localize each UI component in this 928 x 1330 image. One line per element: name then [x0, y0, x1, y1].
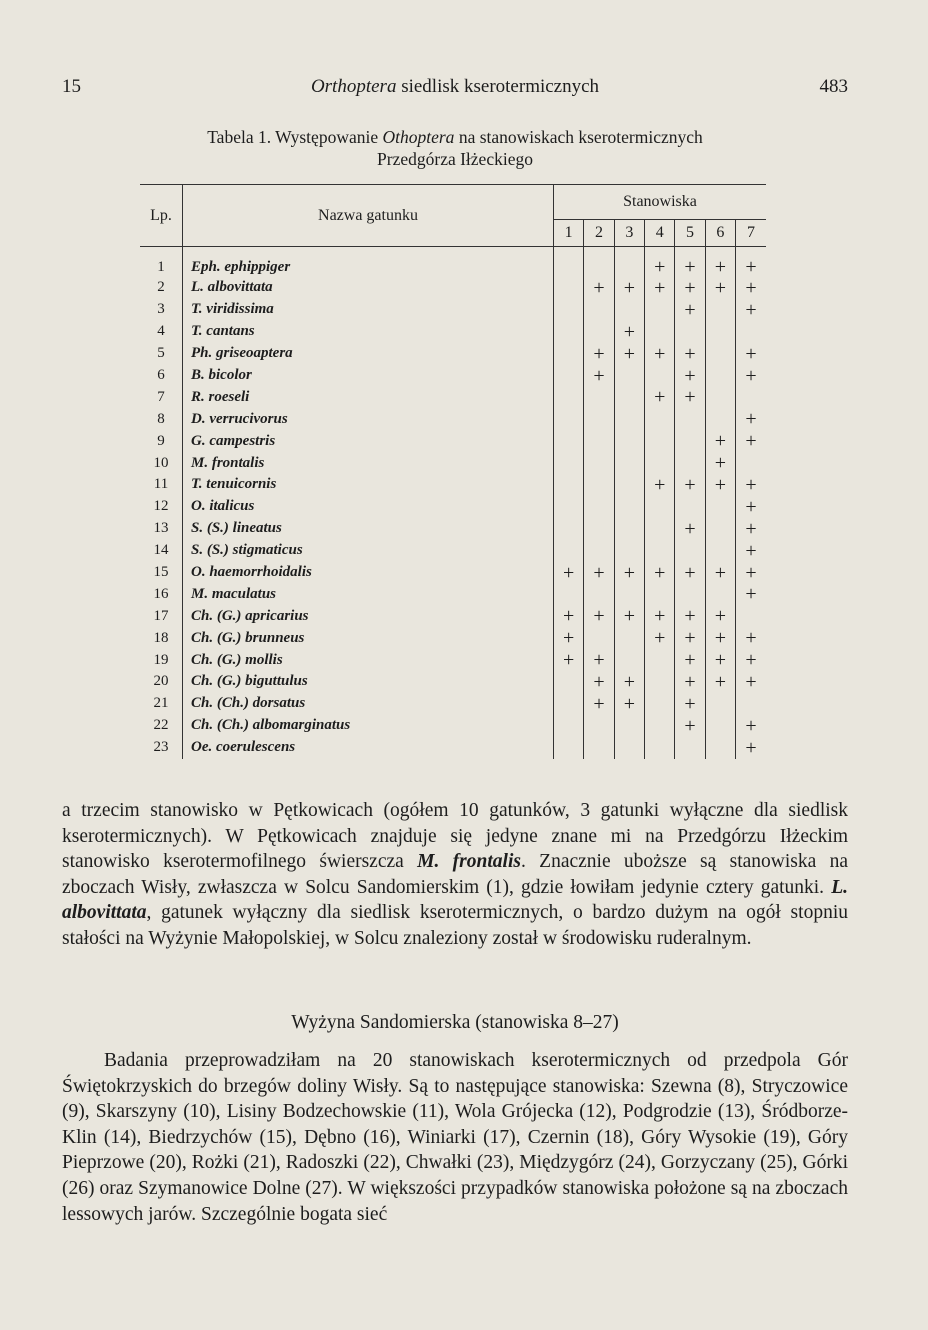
- presence-cell-site-7: +: [736, 343, 766, 365]
- caption-italic: Othoptera: [382, 127, 455, 147]
- presence-cell-site-3: [614, 365, 644, 387]
- page-number-left: 15: [62, 76, 81, 97]
- presence-cell-site-3: +: [614, 343, 644, 365]
- presence-cell-site-7: +: [736, 562, 766, 584]
- running-title-italic: Orthoptera: [310, 76, 397, 97]
- presence-cell-site-3: +: [614, 277, 644, 299]
- presence-cell-site-3: [614, 474, 644, 496]
- presence-cell-site-2: +: [584, 343, 614, 365]
- row-species-name: Oe. coerulescens: [183, 737, 554, 759]
- presence-cell-site-3: +: [614, 671, 644, 693]
- presence-cell-site-7: +: [736, 277, 766, 299]
- presence-cell-site-2: +: [584, 365, 614, 387]
- table-row: [140, 627, 766, 649]
- presence-cell-site-1: +: [563, 649, 575, 672]
- presence-cell-site-5: +: [675, 562, 705, 584]
- p1-text-c: , gatunek wyłączny dla siedlisk kserotermicznych, o bardzo dużym na ogół stopniu stałości na Wyżynie Małopolskiej, w Solcu znaleziony został w środowisku ruderalnym.: [62, 902, 848, 949]
- row-species-name: Eph. ephippiger: [183, 247, 554, 278]
- row-lp: 2: [140, 277, 183, 299]
- presence-cell-site-5: [675, 430, 705, 452]
- presence-cell-site-6: [705, 386, 735, 408]
- presence-cell-site-4: +: [645, 627, 675, 649]
- running-title: [62, 76, 848, 98]
- presence-cell-site-1: [554, 386, 584, 408]
- presence-cell-site-5: +: [675, 474, 705, 496]
- presence-cell-site-6: [705, 408, 735, 430]
- presence-cell-site-6: [705, 518, 735, 540]
- row-species-name: T. tenuicornis: [183, 474, 554, 496]
- presence-cell-site-6: [705, 343, 735, 365]
- table-row: [140, 737, 766, 759]
- presence-cell-site-3: [614, 649, 644, 671]
- presence-cell-site-2: [584, 247, 614, 278]
- presence-cell-site-7: +: [736, 518, 766, 540]
- row-species-name: O. italicus: [183, 496, 554, 518]
- presence-cell-site-6: +: [705, 649, 735, 671]
- presence-cell-site-6: [705, 540, 735, 562]
- presence-cell-site-6: [705, 737, 735, 759]
- row-species-name: B. bicolor: [183, 365, 554, 387]
- row-lp: 19: [140, 649, 183, 671]
- header-site-5: 5: [675, 220, 705, 247]
- row-species-name: G. campestris: [183, 430, 554, 452]
- presence-cell-site-6: +: [705, 671, 735, 693]
- presence-cell-site-4: [645, 321, 675, 343]
- presence-cell-site-2: [584, 321, 614, 343]
- presence-cell-site-5: +: [675, 277, 705, 299]
- presence-cell-site-1: [554, 247, 584, 278]
- row-species-name: M. maculatus: [183, 583, 554, 605]
- row-species-name: Ch. (G.) apricarius: [183, 605, 554, 627]
- presence-cell-site-7: [736, 452, 766, 474]
- presence-cell-site-1: [554, 583, 584, 605]
- presence-cell-site-6: +: [705, 277, 735, 299]
- row-lp: 7: [140, 386, 183, 408]
- header-name: Nazwa gatunku: [183, 185, 554, 247]
- row-lp: 4: [140, 321, 183, 343]
- row-species-name: Ph. griseoaptera: [183, 343, 554, 365]
- row-lp: 11: [140, 474, 183, 496]
- presence-cell-site-1: +: [563, 627, 575, 650]
- caption-line-2: Przedgórza Iłżeckiego: [377, 149, 533, 169]
- presence-cell-site-1: [554, 452, 584, 474]
- presence-cell-site-6: [705, 496, 735, 518]
- presence-cell-site-4: +: [645, 343, 675, 365]
- presence-cell-site-1: +: [563, 605, 575, 628]
- row-lp: 20: [140, 671, 183, 693]
- presence-cell-site-1: [554, 299, 584, 321]
- running-title-rest: siedlisk kserotermicznych: [396, 76, 600, 97]
- presence-cell-site-5: +: [675, 299, 705, 321]
- presence-cell-site-3: [614, 627, 644, 649]
- presence-cell-site-7: +: [736, 715, 766, 737]
- presence-cell-site-3: [614, 518, 644, 540]
- presence-cell-site-7: +: [736, 247, 766, 278]
- presence-cell-site-1: [554, 474, 584, 496]
- presence-cell-site-4: [645, 737, 675, 759]
- presence-cell-site-3: [614, 247, 644, 278]
- presence-cell-site-6: [705, 321, 735, 343]
- presence-cell-site-4: [645, 583, 675, 605]
- row-lp: 10: [140, 452, 183, 474]
- presence-cell-site-2: +: [584, 605, 614, 627]
- presence-cell-site-4: [645, 540, 675, 562]
- table-row: [140, 496, 766, 518]
- presence-cell-site-4: +: [645, 562, 675, 584]
- presence-cell-site-5: +: [675, 365, 705, 387]
- presence-cell-site-1: [554, 671, 584, 693]
- p1-text-b: . Znacznie uboższe są stanowiska na zboczach Wisły, zwłaszcza w Solcu Sandomierskim (1), gdzie łowiłam jedynie cztery gatunki.: [62, 851, 849, 898]
- presence-cell-site-5: +: [675, 715, 705, 737]
- row-species-name: Ch. (G.) brunneus: [183, 627, 554, 649]
- presence-cell-site-2: [584, 496, 614, 518]
- header-site-2: 2: [584, 220, 614, 247]
- row-lp: 9: [140, 430, 183, 452]
- row-species-name: Ch. (Ch.) dorsatus: [183, 693, 554, 715]
- presence-cell-site-1: [554, 408, 584, 430]
- presence-cell-site-3: [614, 496, 644, 518]
- table-row: [140, 693, 766, 715]
- table-row: [140, 299, 766, 321]
- presence-cell-site-5: +: [675, 247, 705, 278]
- row-species-name: T. viridissima: [183, 299, 554, 321]
- presence-cell-site-2: +: [584, 649, 614, 671]
- presence-cell-site-4: +: [645, 247, 675, 278]
- header-lp: Lp.: [140, 185, 183, 247]
- section-heading: Wyżyna Sandomierska (stanowiska 8–27): [291, 1012, 619, 1033]
- presence-cell-site-1: +: [563, 561, 575, 584]
- presence-cell-site-2: [584, 540, 614, 562]
- presence-cell-site-2: +: [584, 671, 614, 693]
- presence-cell-site-6: +: [705, 452, 735, 474]
- row-lp: 1: [140, 247, 183, 278]
- presence-cell-site-6: +: [705, 605, 735, 627]
- row-species-name: R. roeseli: [183, 386, 554, 408]
- table-row: [140, 365, 766, 387]
- presence-cell-site-5: +: [675, 518, 705, 540]
- table-row: [140, 408, 766, 430]
- table-row: [140, 715, 766, 737]
- row-species-name: L. albovittata: [183, 277, 554, 299]
- presence-cell-site-6: [705, 299, 735, 321]
- presence-cell-site-5: [675, 583, 705, 605]
- presence-cell-site-5: +: [675, 671, 705, 693]
- presence-cell-site-5: [675, 737, 705, 759]
- row-lp: 21: [140, 693, 183, 715]
- presence-cell-site-4: [645, 408, 675, 430]
- paragraph-2: Badania przeprowadziłam na 20 stanowiskach kserotermicznych od przedpola Gór Świętokrzyskich do brzegów doliny Wisły. Są to następujące stanowiska: Szewna (8), Stryczowice (9), Skarszyny (10), Lisiny Bodzechowskie (11), Wola Grójecka (12), Podgrodzie (13), Śródborze-Klin (14), Biedrzychów (15), Dębno (16), Winiarki (17), Czernin (18), Góry Wysokie (19), Góry Pieprzowe (20), Rożki (21), Radoszki (22), Chwałki (23), Międzygórz (24), Gorzyczany (25), Górki (26) oraz Szymanowice Dolne (27). W większości przypadków stanowiska położone są na zboczach lessowych jarów. Szczególnie bogata sieć: [62, 1050, 848, 1225]
- presence-cell-site-7: +: [736, 649, 766, 671]
- row-lp: 22: [140, 715, 183, 737]
- presence-cell-site-4: [645, 518, 675, 540]
- presence-cell-site-7: +: [736, 737, 766, 759]
- presence-cell-site-2: +: [584, 562, 614, 584]
- row-species-name: Ch. (G.) biguttulus: [183, 671, 554, 693]
- presence-cell-site-7: [736, 693, 766, 715]
- row-species-name: M. frontalis: [183, 452, 554, 474]
- presence-cell-site-7: +: [736, 496, 766, 518]
- presence-cell-site-3: [614, 452, 644, 474]
- presence-cell-site-2: +: [584, 277, 614, 299]
- table-row: [140, 386, 766, 408]
- presence-cell-site-5: +: [675, 605, 705, 627]
- presence-cell-site-3: +: [614, 605, 644, 627]
- presence-cell-site-5: +: [675, 627, 705, 649]
- table-row: [140, 430, 766, 452]
- table-caption: [62, 126, 848, 170]
- p1-species-1: M. frontalis: [417, 851, 521, 873]
- presence-cell-site-6: [705, 715, 735, 737]
- presence-cell-site-3: [614, 583, 644, 605]
- presence-cell-site-2: [584, 583, 614, 605]
- header-site-7: 7: [736, 220, 766, 247]
- presence-cell-site-7: +: [736, 627, 766, 649]
- presence-cell-site-7: +: [736, 540, 766, 562]
- table-row: [140, 518, 766, 540]
- row-lp: 18: [140, 627, 183, 649]
- presence-cell-site-1: [554, 540, 584, 562]
- presence-cell-site-3: [614, 386, 644, 408]
- presence-cell-site-4: +: [645, 474, 675, 496]
- presence-cell-site-1: [554, 365, 584, 387]
- presence-cell-site-4: [645, 452, 675, 474]
- presence-cell-site-5: [675, 496, 705, 518]
- presence-cell-site-6: [705, 365, 735, 387]
- presence-cell-site-6: [705, 693, 735, 715]
- row-lp: 3: [140, 299, 183, 321]
- presence-cell-site-2: [584, 627, 614, 649]
- table-row: [140, 321, 766, 343]
- presence-cell-site-2: [584, 518, 614, 540]
- paragraph-1: [62, 798, 848, 952]
- table-row: [140, 343, 766, 365]
- presence-cell-site-3: [614, 299, 644, 321]
- presence-cell-site-1: [554, 715, 584, 737]
- presence-cell-site-7: +: [736, 430, 766, 452]
- presence-cell-site-4: [645, 496, 675, 518]
- presence-cell-site-5: [675, 540, 705, 562]
- presence-cell-site-1: [554, 737, 584, 759]
- presence-cell-site-3: [614, 408, 644, 430]
- presence-cell-site-2: [584, 452, 614, 474]
- presence-cell-site-2: [584, 715, 614, 737]
- presence-cell-site-5: +: [675, 649, 705, 671]
- row-lp: 15: [140, 562, 183, 584]
- presence-cell-site-7: +: [736, 583, 766, 605]
- row-species-name: Ch. (Ch.) albomarginatus: [183, 715, 554, 737]
- presence-cell-site-3: [614, 715, 644, 737]
- presence-cell-site-4: +: [645, 386, 675, 408]
- presence-cell-site-2: [584, 474, 614, 496]
- row-lp: 17: [140, 605, 183, 627]
- presence-cell-site-6: +: [705, 627, 735, 649]
- page-number-right: 483: [819, 76, 848, 97]
- species-table: [140, 184, 766, 759]
- presence-cell-site-3: [614, 737, 644, 759]
- presence-cell-site-7: +: [736, 365, 766, 387]
- row-lp: 8: [140, 408, 183, 430]
- table-row: [140, 562, 766, 584]
- presence-cell-site-7: [736, 605, 766, 627]
- row-species-name: T. cantans: [183, 321, 554, 343]
- presence-cell-site-4: [645, 365, 675, 387]
- presence-cell-site-7: +: [736, 299, 766, 321]
- table-row: [140, 474, 766, 496]
- presence-cell-site-4: [645, 693, 675, 715]
- presence-cell-site-4: [645, 671, 675, 693]
- presence-cell-site-5: [675, 408, 705, 430]
- presence-cell-site-1: [554, 518, 584, 540]
- presence-cell-site-3: [614, 540, 644, 562]
- table-row: [140, 671, 766, 693]
- row-species-name: O. haemorrhoidalis: [183, 562, 554, 584]
- table-row: [140, 247, 766, 278]
- table-row: [140, 540, 766, 562]
- row-species-name: Ch. (G.) mollis: [183, 649, 554, 671]
- presence-cell-site-2: [584, 386, 614, 408]
- presence-cell-site-7: +: [736, 671, 766, 693]
- table-row: [140, 605, 766, 627]
- presence-cell-site-6: +: [705, 247, 735, 278]
- presence-cell-site-1: [554, 277, 584, 299]
- presence-cell-site-4: +: [645, 277, 675, 299]
- header-site-1: 1: [554, 220, 584, 247]
- table-row: [140, 452, 766, 474]
- presence-cell-site-5: +: [675, 343, 705, 365]
- presence-cell-site-6: +: [705, 474, 735, 496]
- presence-cell-site-4: [645, 430, 675, 452]
- presence-cell-site-2: [584, 430, 614, 452]
- presence-cell-site-6: [705, 583, 735, 605]
- presence-cell-site-1: [554, 430, 584, 452]
- presence-cell-site-7: [736, 386, 766, 408]
- header-site-4: 4: [645, 220, 675, 247]
- row-lp: 13: [140, 518, 183, 540]
- presence-cell-site-5: +: [675, 693, 705, 715]
- p1-species-2: L. albovittata: [62, 876, 848, 924]
- row-species-name: D. verrucivorus: [183, 408, 554, 430]
- presence-cell-site-2: [584, 299, 614, 321]
- presence-cell-site-1: [554, 321, 584, 343]
- presence-cell-site-1: [554, 496, 584, 518]
- presence-cell-site-3: +: [614, 562, 644, 584]
- presence-cell-site-7: +: [736, 474, 766, 496]
- presence-cell-site-4: [645, 715, 675, 737]
- caption-prefix: Tabela 1. Występowanie: [207, 127, 383, 147]
- presence-cell-site-7: [736, 321, 766, 343]
- header-site-6: 6: [705, 220, 735, 247]
- table-row: [140, 583, 766, 605]
- header-sites: Stanowiska: [554, 185, 767, 220]
- header-site-3: 3: [614, 220, 644, 247]
- presence-cell-site-5: +: [675, 386, 705, 408]
- presence-cell-site-2: +: [584, 693, 614, 715]
- presence-cell-site-3: +: [614, 693, 644, 715]
- table-row: [140, 649, 766, 671]
- p1-text-a: a trzecim stanowisko w Pętkowicach (ogółem 10 gatunków, 3 gatunki wyłączne dla siedlisk kserotermicznych). W Pętkowicach znajduje się jedyne znane mi na Przedgórzu Iłżeckim stanowisko kserotermofilnego świerszcza: [62, 800, 848, 873]
- presence-cell-site-5: [675, 452, 705, 474]
- caption-line-1: [62, 126, 848, 148]
- presence-cell-site-6: +: [705, 562, 735, 584]
- row-species-name: S. (S.) lineatus: [183, 518, 554, 540]
- presence-cell-site-3: +: [614, 321, 644, 343]
- running-head: [62, 76, 848, 100]
- table-row: [140, 277, 766, 299]
- row-lp: 14: [140, 540, 183, 562]
- presence-cell-site-2: [584, 408, 614, 430]
- caption-suffix: na stanowiskach kserotermicznych: [454, 127, 703, 147]
- presence-cell-site-4: +: [645, 605, 675, 627]
- row-lp: 6: [140, 365, 183, 387]
- presence-cell-site-4: [645, 649, 675, 671]
- presence-cell-site-3: [614, 430, 644, 452]
- presence-cell-site-7: +: [736, 408, 766, 430]
- row-species-name: S. (S.) stigmaticus: [183, 540, 554, 562]
- row-lp: 12: [140, 496, 183, 518]
- presence-cell-site-4: [645, 299, 675, 321]
- row-lp: 23: [140, 737, 183, 759]
- presence-cell-site-5: [675, 321, 705, 343]
- presence-cell-site-6: +: [705, 430, 735, 452]
- presence-cell-site-1: [554, 343, 584, 365]
- row-lp: 16: [140, 583, 183, 605]
- row-lp: 5: [140, 343, 183, 365]
- presence-cell-site-1: [554, 693, 584, 715]
- presence-cell-site-2: [584, 737, 614, 759]
